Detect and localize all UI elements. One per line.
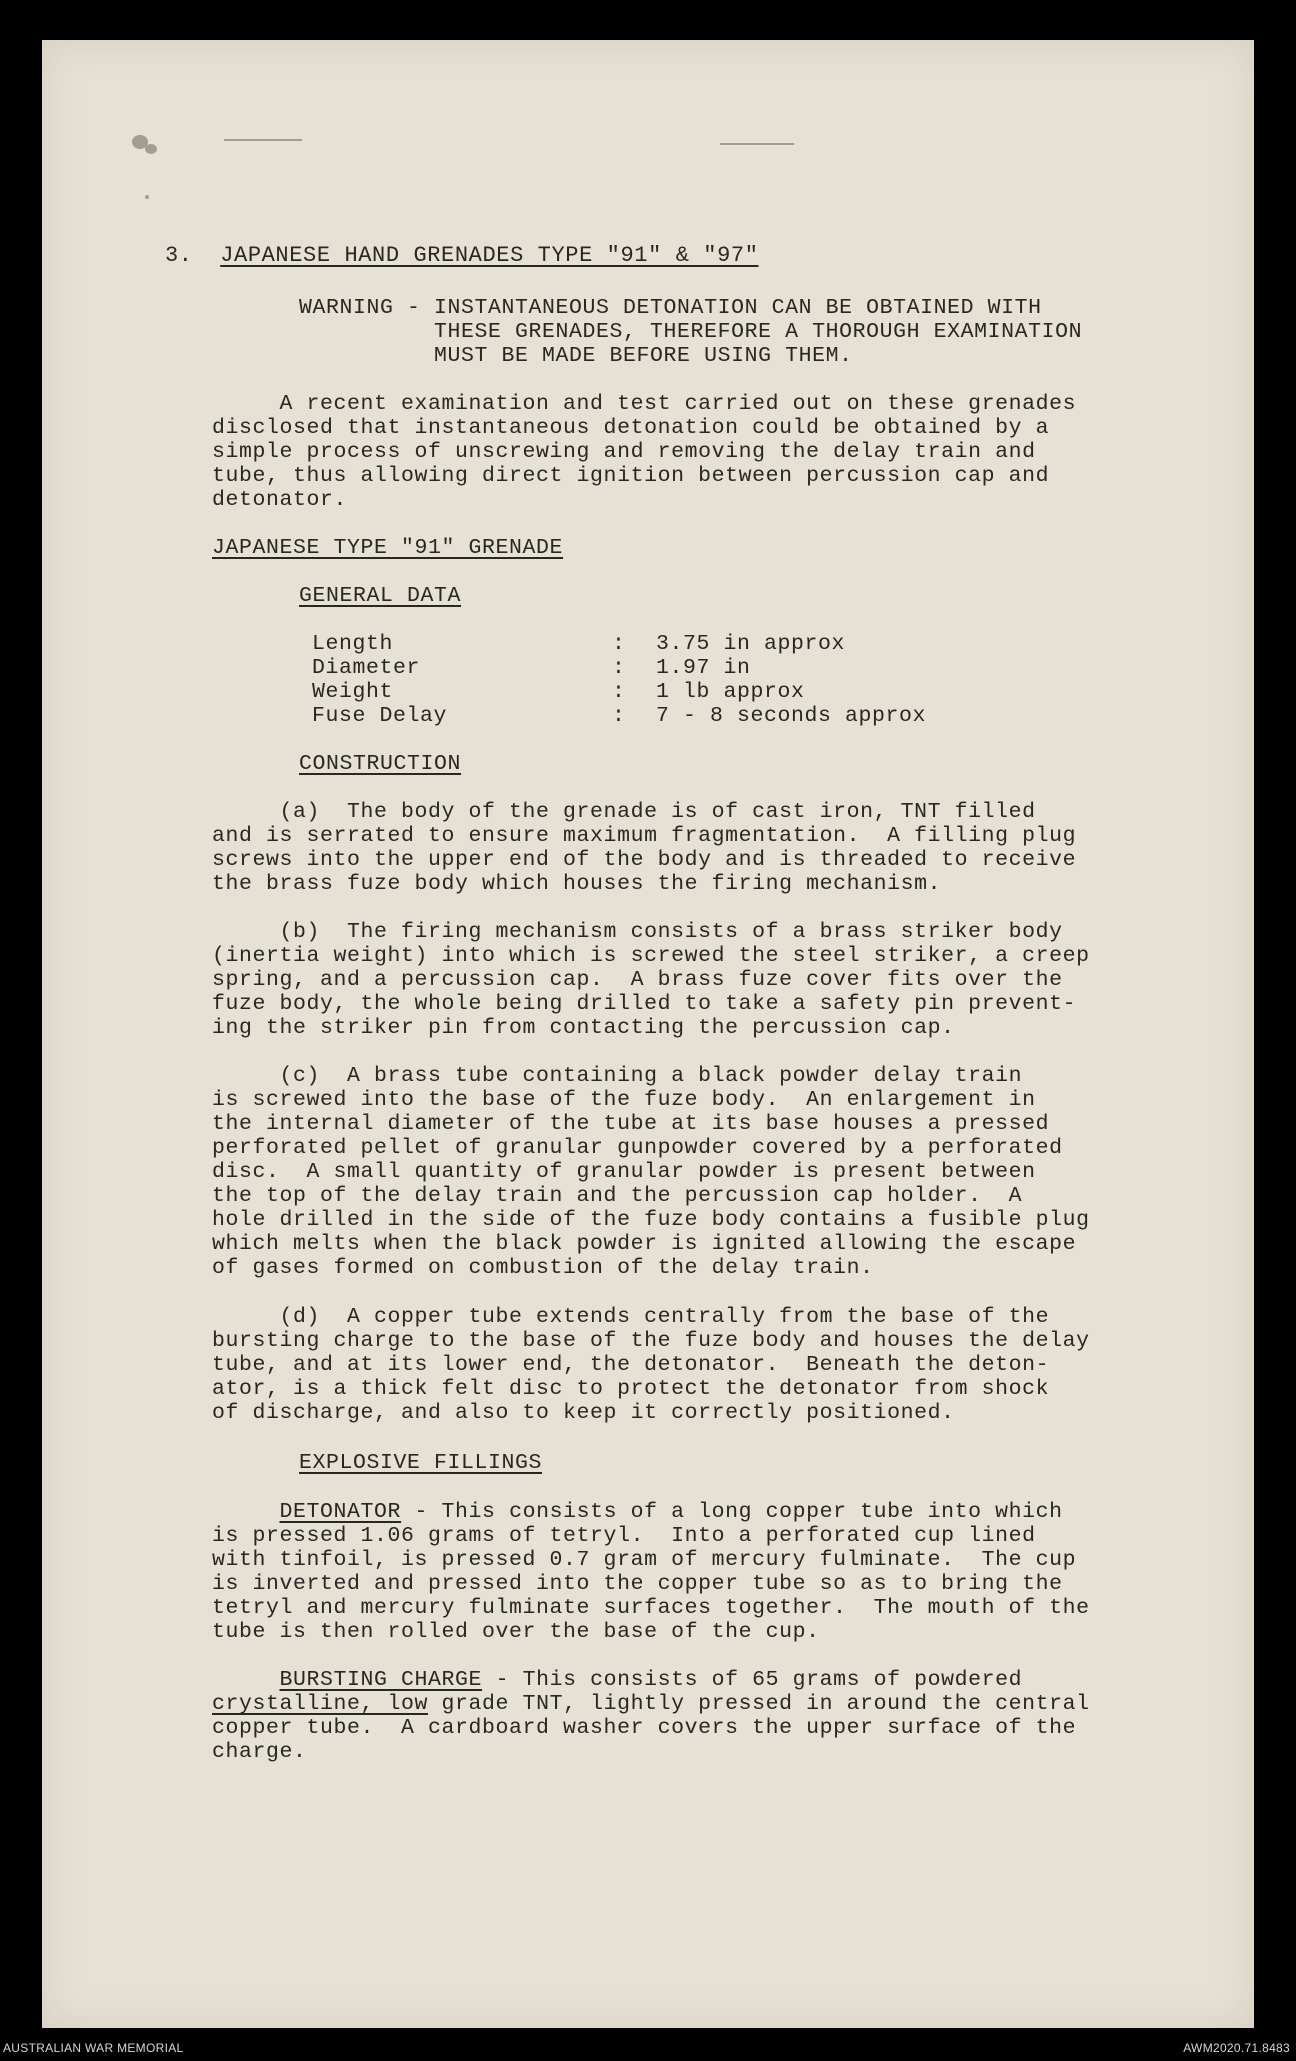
- paragraph-line: the top of the delay train and the percussion cap holder. A: [212, 1184, 1023, 1208]
- paragraph-line: screws into the upper end of the body and is threaded to receive: [212, 848, 1077, 872]
- heading-number: 3.: [165, 243, 193, 268]
- construction-title: CONSTRUCTION: [299, 752, 462, 776]
- paragraph-line: with tinfoil, is pressed 0.7 gram of mercury fulminate. The cup: [212, 1548, 1077, 1572]
- paragraph-line: is pressed 1.06 grams of tetryl. Into a perforated cup lined: [212, 1524, 1036, 1548]
- paragraph-line: the brass fuze body which houses the firing mechanism.: [212, 872, 942, 896]
- data-value: 3.75 in approx: [656, 632, 846, 656]
- indent: [212, 1668, 280, 1692]
- detonator-first-line: [212, 1500, 1090, 1524]
- detonator-label: DETONATOR: [279, 1500, 402, 1524]
- general-data-row: [312, 656, 751, 680]
- paragraph-d: [212, 1305, 1090, 1425]
- data-separator: :: [612, 680, 626, 704]
- paper-scratch: [224, 139, 302, 141]
- warning-line: WARNING - INSTANTANEOUS DETONATION CAN BE OBTAINED WITH: [299, 296, 1042, 320]
- data-separator: :: [612, 632, 626, 656]
- intro-line: detonator.: [212, 488, 348, 512]
- paragraph-line: bursting charge to the base of the fuze body and houses the delay: [212, 1329, 1090, 1353]
- paragraph-line: (inertia weight) into which is screwed the steel striker, a creep: [212, 944, 1090, 968]
- data-label: Fuse Delay: [312, 704, 448, 728]
- paragraph-line: of gases formed on combustion of the delay train.: [212, 1256, 874, 1280]
- data-label: Diameter: [312, 656, 421, 680]
- paragraph-line: charge.: [212, 1740, 307, 1764]
- section-title: JAPANESE TYPE "91" GRENADE: [212, 536, 564, 560]
- data-label: Weight: [312, 680, 394, 704]
- paragraph-line: is screwed into the base of the fuze body. An enlargement in: [212, 1088, 1036, 1112]
- paragraph-line: and is serrated to ensure maximum fragmentation. A filling plug: [212, 824, 1077, 848]
- paragraph-line: ator, is a thick felt disc to protect the detonator from shock: [212, 1377, 1050, 1401]
- paragraph-line: ing the striker pin from contacting the percussion cap.: [212, 1016, 955, 1040]
- general-data-row: [312, 680, 805, 704]
- paragraph-line: perforated pellet of granular gunpowder covered by a perforated: [212, 1136, 1063, 1160]
- paragraph-line: is inverted and pressed into the copper tube so as to bring the: [212, 1572, 1063, 1596]
- paragraph-c: [212, 1064, 1090, 1280]
- paragraph-line: tube, and at its lower end, the detonator. Beneath the deton-: [212, 1353, 1050, 1377]
- detonator-paragraph: [212, 1500, 1090, 1644]
- bursting-second-line: [212, 1692, 1090, 1716]
- data-value: 1.97 in: [656, 656, 751, 680]
- intro-line: A recent examination and test carried out on these grenades: [212, 392, 1077, 416]
- paragraph-line: (b) The firing mechanism consists of a brass striker body: [212, 920, 1063, 944]
- intro-paragraph: [212, 392, 1076, 512]
- general-data-title: GENERAL DATA: [299, 584, 462, 608]
- paragraph-line: fuze body, the whole being drilled to take a safety pin prevent-: [212, 992, 1077, 1016]
- detonator-first-text: - This consists of a long copper tube into which: [401, 1500, 1063, 1524]
- footer-left-caption: AUSTRALIAN WAR MEMORIAL: [3, 2041, 184, 2055]
- warning-block: [299, 296, 1082, 368]
- explosive-fillings-title: EXPLOSIVE FILLINGS: [299, 1451, 543, 1475]
- intro-line: disclosed that instantaneous detonation could be obtained by a: [212, 416, 1050, 440]
- data-value: 1 lb approx: [656, 680, 805, 704]
- paper-scratch: [720, 143, 794, 145]
- paragraph-line: spring, and a percussion cap. A brass fuze cover fits over the: [212, 968, 1063, 992]
- paragraph-a: [212, 800, 1076, 896]
- indent: [212, 1500, 280, 1524]
- paper-blemish: [145, 195, 149, 199]
- paragraph-line: (d) A copper tube extends centrally from the base of the: [212, 1305, 1050, 1329]
- data-separator: :: [612, 704, 626, 728]
- bursting-second-text: grade TNT, lightly pressed in around the central: [428, 1692, 1090, 1716]
- paragraph-line: (a) The body of the grenade is of cast iron, TNT filled: [212, 800, 1036, 824]
- paragraph-line: the internal diameter of the tube at its base houses a pressed: [212, 1112, 1050, 1136]
- paragraph-line: hole drilled in the side of the fuze body contains a fusible plug: [212, 1208, 1090, 1232]
- paragraph-line: tube is then rolled over the base of the cup.: [212, 1620, 820, 1644]
- general-data-row: [312, 632, 845, 656]
- general-data-row: [312, 704, 926, 728]
- data-label: Length: [312, 632, 394, 656]
- heading-title: JAPANESE HAND GRENADES TYPE "91" & "97": [220, 243, 759, 268]
- warning-line: THESE GRENADES, THEREFORE A THOROUGH EXAMINATION: [299, 320, 1083, 344]
- paragraph-line: (c) A brass tube containing a black powder delay train: [212, 1064, 1023, 1088]
- paragraph-line: copper tube. A cardboard washer covers the upper surface of the: [212, 1716, 1077, 1740]
- paragraph-line: disc. A small quantity of granular powder is present between: [212, 1160, 1036, 1184]
- bursting-first-line: [212, 1668, 1090, 1692]
- intro-line: tube, thus allowing direct ignition between percussion cap and: [212, 464, 1050, 488]
- paragraph-b: [212, 920, 1090, 1040]
- paragraph-line: tetryl and mercury fulminate surfaces together. The mouth of the: [212, 1596, 1090, 1620]
- paper-blemish: [145, 144, 157, 154]
- data-value: 7 - 8 seconds approx: [656, 704, 927, 728]
- bursting-underlined-text: crystalline, low: [212, 1692, 429, 1716]
- section-heading: [165, 243, 759, 268]
- paragraph-line: which melts when the black powder is ignited allowing the escape: [212, 1232, 1077, 1256]
- data-separator: :: [612, 656, 626, 680]
- warning-line: MUST BE MADE BEFORE USING THEM.: [299, 344, 853, 368]
- bursting-first-text: - This consists of 65 grams of powdered: [482, 1668, 1023, 1692]
- footer-right-caption: AWM2020.71.8483: [1183, 2041, 1290, 2055]
- bursting-charge-label: BURSTING CHARGE: [279, 1668, 483, 1692]
- intro-line: simple process of unscrewing and removing the delay train and: [212, 440, 1036, 464]
- bursting-charge-paragraph: [212, 1668, 1090, 1764]
- paragraph-line: of discharge, and also to keep it correctly positioned.: [212, 1401, 955, 1425]
